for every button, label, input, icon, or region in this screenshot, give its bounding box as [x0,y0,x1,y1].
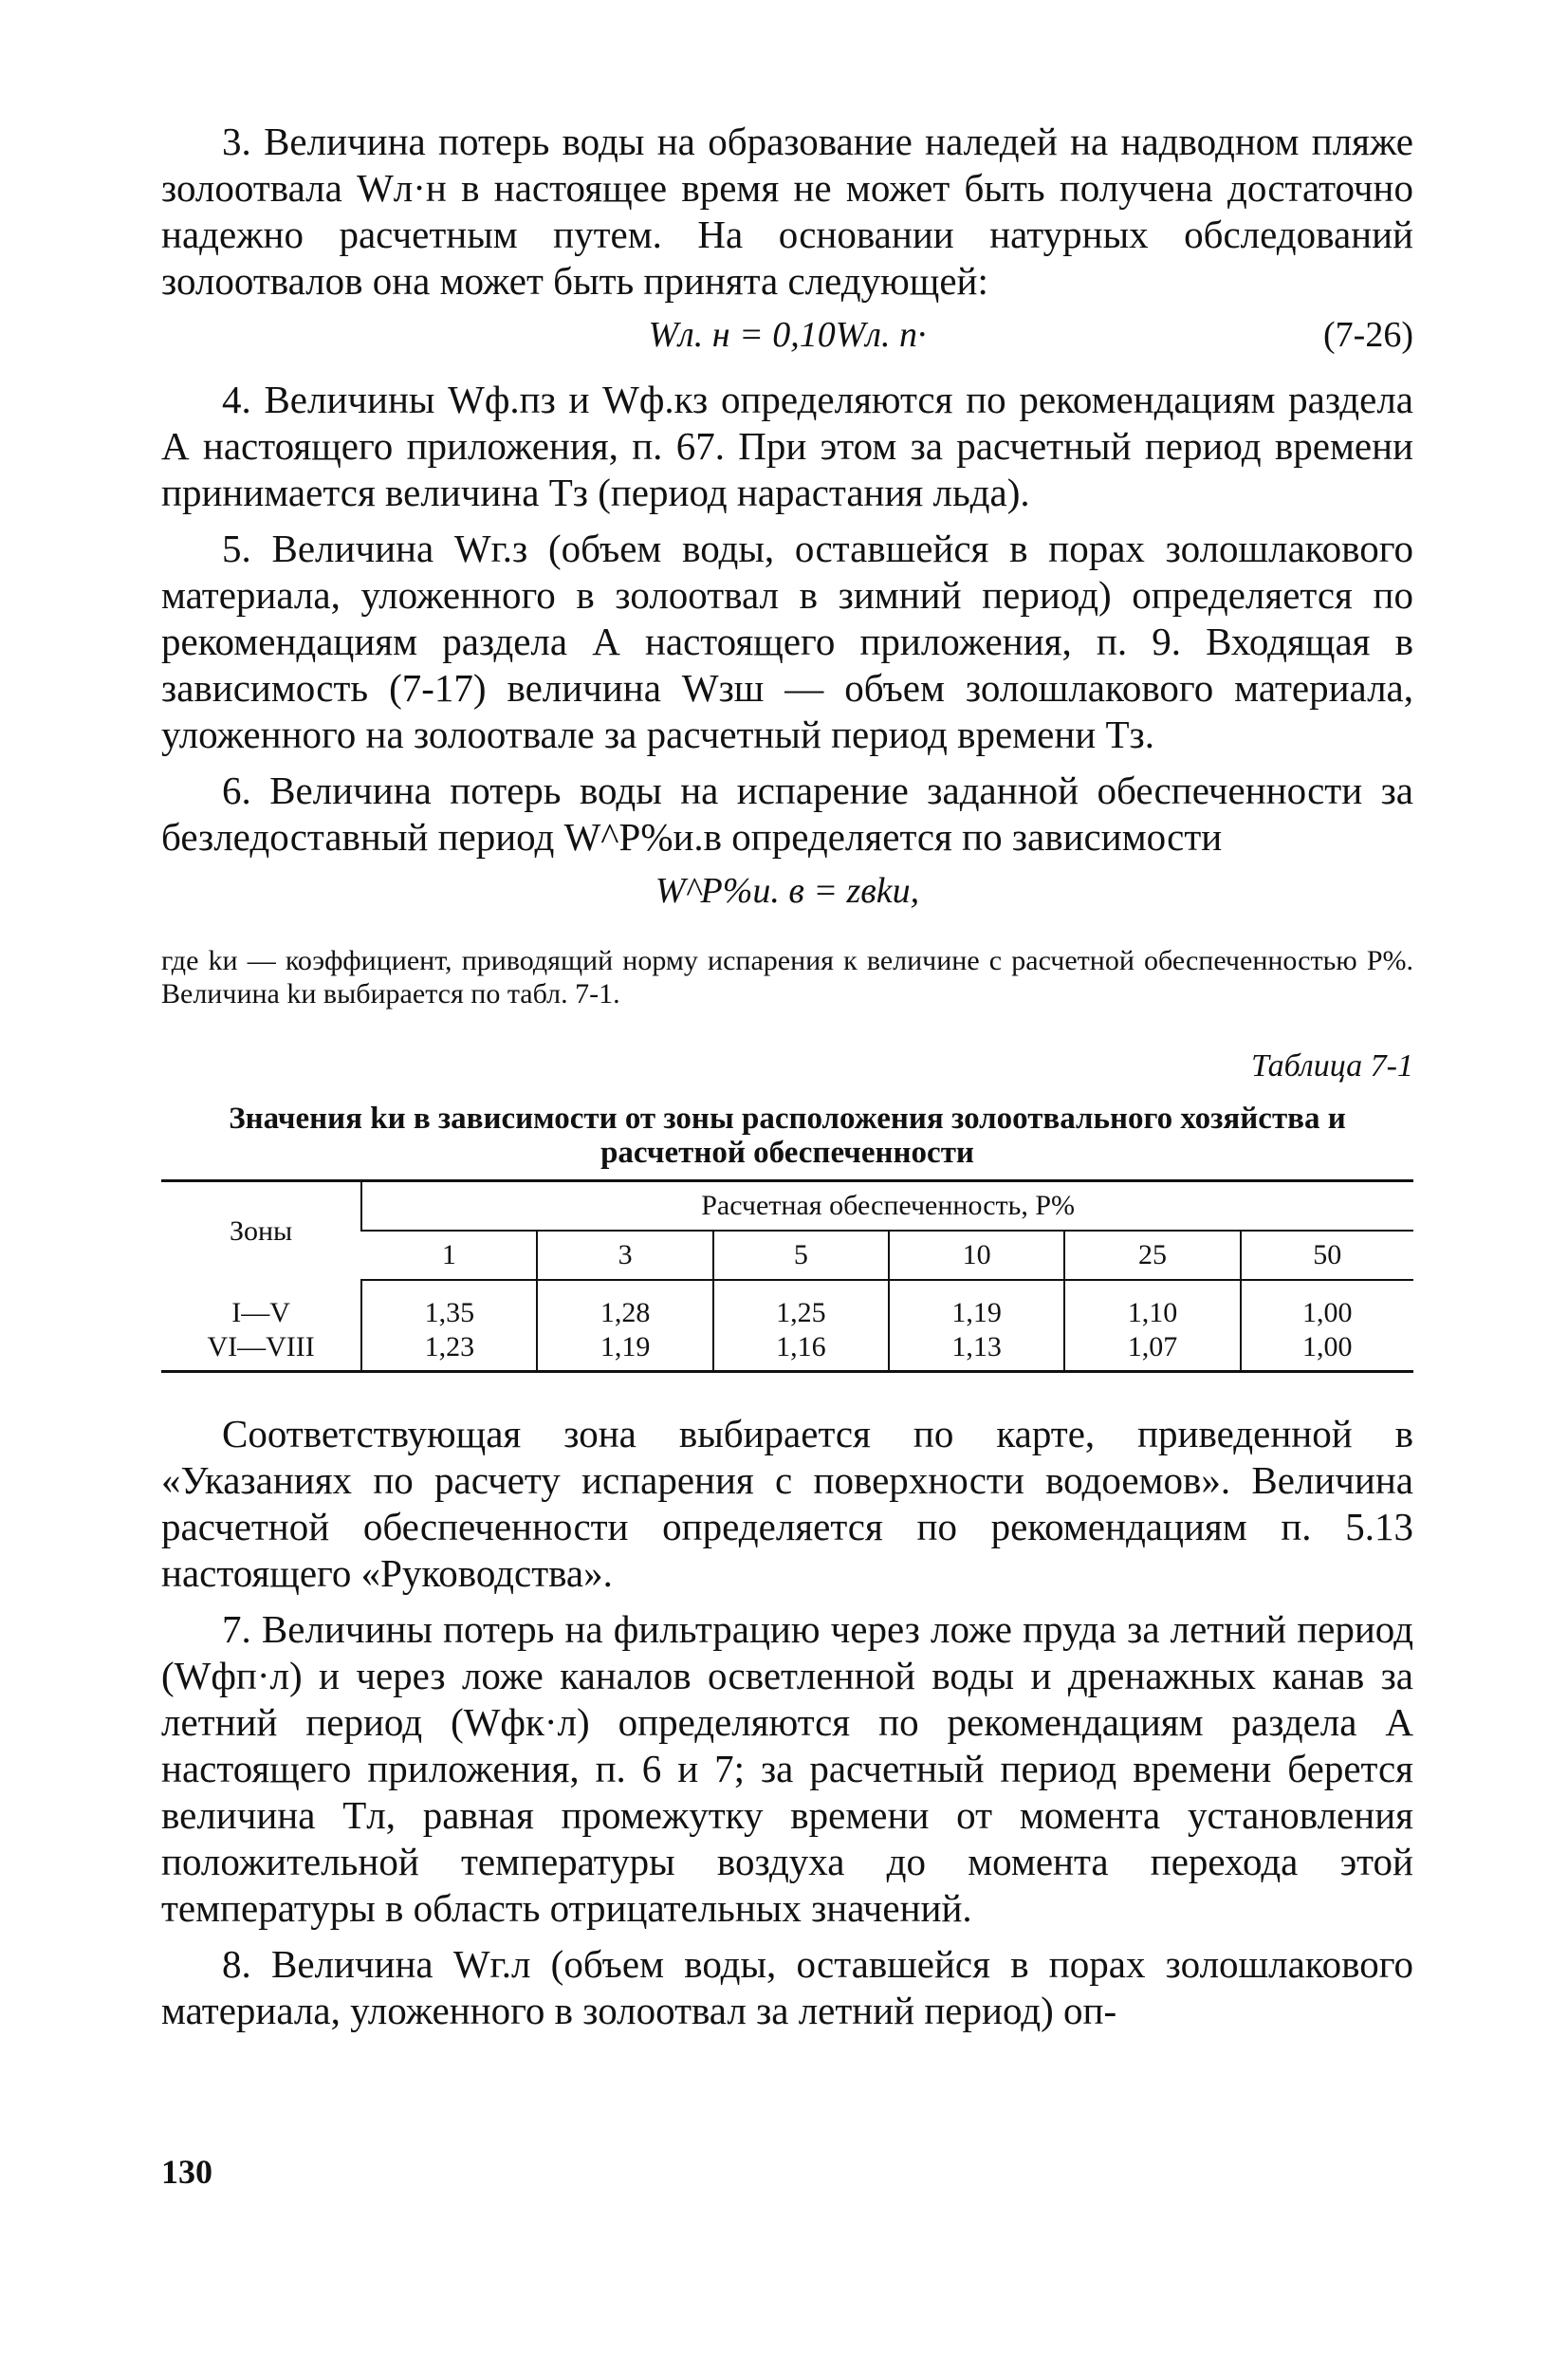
paragraph-3: 3. Величина потерь воды на образование наледей на надводном пляже золоотвала Wл·н в настоящее время не может быть получена достаточно надежно расчетным путем. На основании натурных обследований золоотвалов она может быть принята следующей: [161,120,1413,303]
coefficient-table [161,1179,1413,1373]
table-cell-zones: I—V VI—VIII [161,1280,361,1372]
table-header-col: 50 [1241,1231,1413,1280]
table-row [161,1280,1413,1372]
paragraph-after-table: Соответствующая зона выбирается по карте, приведенной в «Указаниях по расчету испарения с поверхности водоемов». Величина расчетной обеспеченности определяется по рекомендациям п. 5.13 настоящего «Руководства». [161,1412,1413,1595]
table-header-col: 25 [1064,1231,1240,1280]
paragraph-4: 4. Величины Wф.пз и Wф.кз определяются по рекомендациям раздела А настоящего приложения, п. 67. При этом за расчетный период времени принимается величина Tз (период нарастания льда). [161,378,1413,514]
table-header-col: 3 [537,1231,712,1280]
table-cell: 1,19 1,13 [889,1280,1064,1372]
table-header-zones: Зоны [161,1181,361,1281]
paragraph-8: 8. Величина Wг.л (объем воды, оставшейся в порах золошлакового материала, уложенного в золоотвал за летний период) оп- [161,1942,1413,2032]
paragraph-5: 5. Величина Wг.з (объем воды, оставшейся в порах золошлакового материала, уложенного в золоотвал в зимний период) определяется по рекомендациям раздела А настоящего приложения, п. 9. Входящая в зависимость (7-17) величина Wзш — объем золошлакового материала, уложенного на золоотвале за расчетный период времени Tз. [161,527,1413,756]
table-cell: 1,25 1,16 [713,1280,889,1372]
table-cell: 1,10 1,07 [1064,1280,1240,1372]
formula-evaporation [161,861,1413,933]
formula-evaporation-expression: W^P%и. в = zвkи, [655,871,920,911]
table-header-col: 10 [889,1231,1064,1280]
table-cell: 1,35 1,23 [361,1280,537,1372]
formula-7-26-number: (7-26) [1323,315,1413,355]
page-number: 130 [161,2153,212,2191]
paragraph-7: 7. Величины потерь на фильтрацию через ложе пруда за летний период (Wфп·л) и через ложе каналов осветленной воды и дренажных канав за летний период (Wфк·л) определяются по рекомендациям раздела А настоящего приложения, п. 6 и 7; за расчетный период времени берется величина Tл, равная промежутку времени от момента установления положительной температуры воздуха до момента перехода этой температуры в область отрицательных значений. [161,1607,1413,1930]
table-cell: 1,00 1,00 [1241,1280,1413,1372]
table-caption: Таблица 7-1 [1251,1048,1413,1084]
paragraph-6: 6. Величина потерь воды на испарение заданной обеспеченности за безледоставный период W^P%и.в определяется по зависимости [161,769,1413,859]
table-header-col: 1 [361,1231,537,1280]
table-cell: 1,28 1,19 [537,1280,712,1372]
table-header-col: 5 [713,1231,889,1280]
formula-7-26-expression: Wл. н = 0,10Wл. п· [648,315,927,355]
coefficient-note: где kи — коэффициент, приводящий норму испарения к величине с расчетной обеспеченностью P%. Величина kи выбирается по табл. 7-1. [161,945,1413,1010]
table-title: Значения kи в зависимости от зоны расположения золоотвального хозяйства и расчетной обеспеченности [229,1102,1346,1170]
table-header-probability: Расчетная обеспеченность, P% [361,1181,1413,1232]
page-content [161,119,1413,2034]
formula-7-26 [161,305,1413,377]
